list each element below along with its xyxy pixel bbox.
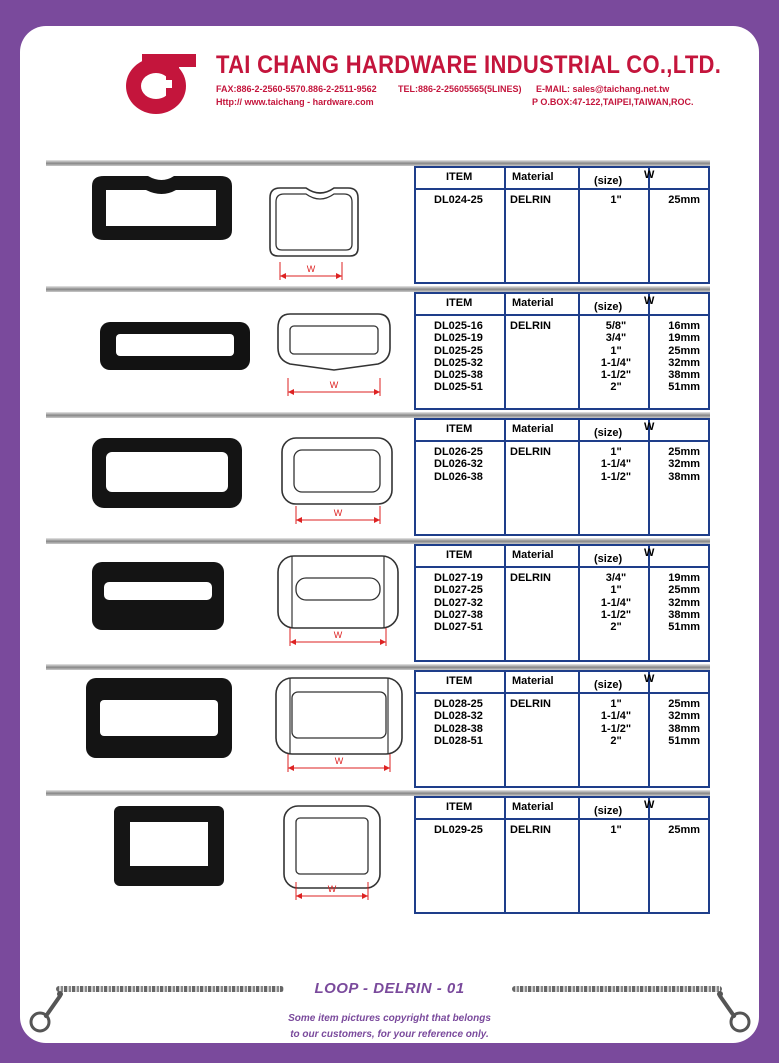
header-item: ITEM [446,801,473,813]
header-item: ITEM [446,171,473,183]
column-divider [578,672,580,786]
technical-drawing [270,674,410,778]
width-dimension-label: W [327,884,337,894]
material-value: DELRIN [510,446,551,458]
size-value: 1-1/4" [600,596,632,609]
product-photo [82,168,252,264]
company-name: TAI CHANG HARDWARE INDUSTRIAL CO.,LTD. [216,50,722,79]
size-column [582,194,650,206]
header-item: ITEM [446,549,473,561]
header-item: ITEM [446,675,473,687]
company-website: Http:// www.taichang - hardware.com [216,97,374,107]
item-column [434,194,483,206]
product-photo [90,308,260,404]
item-code: DL025-19 [434,332,483,345]
item-code: DL025-51 [434,381,483,394]
header-width: W [644,169,655,181]
width-value: 32mm [668,596,700,609]
header-material: Material [512,423,554,435]
material-column [510,572,551,584]
header-material: Material [512,675,554,687]
column-divider [648,168,650,282]
header-item: ITEM [446,297,473,309]
size-value: 1" [610,194,622,206]
width-value: 32mm [668,356,700,369]
width-value: 38mm [668,608,700,621]
spec-table [414,166,710,284]
technical-drawing [270,308,400,404]
header-material: Material [512,297,554,309]
size-value: 1-1/2" [600,722,632,735]
width-value: 32mm [668,458,700,471]
header-width: W [644,421,655,433]
width-column [668,698,700,747]
size-value: 1" [610,446,622,458]
spec-table [414,796,710,914]
item-column [434,572,483,633]
size-value: 1-1/4" [600,356,632,369]
product-section-5 [46,664,710,788]
column-divider [504,798,506,912]
product-section-6 [46,790,710,914]
catalog-page-title: LOOP - DELRIN - 01 [314,980,465,997]
item-code: DL025-25 [434,344,483,357]
header-size: (size) [594,805,623,817]
item-column [434,446,483,483]
item-code: DL026-25 [434,446,483,458]
spec-table [414,418,710,536]
size-column [582,698,650,747]
header-size: (size) [594,427,623,439]
company-pobox: P O.BOX:47-122,TAIPEI,TAIWAN,ROC. [532,97,694,107]
width-value: 25mm [668,698,700,710]
width-value: 38mm [668,470,700,483]
product-section-1 [46,160,710,284]
spec-table [414,292,710,410]
column-divider [578,168,580,282]
size-value: 1-1/4" [600,458,632,471]
width-value: 19mm [668,572,700,584]
width-value: 25mm [668,584,700,597]
size-value: 1" [610,344,622,357]
size-value: 1-1/2" [600,608,632,621]
material-column [510,698,551,710]
size-value: 5/8" [605,320,627,332]
material-value: DELRIN [510,572,551,584]
product-photo [84,554,254,650]
size-value: 1" [610,824,622,836]
technical-drawing [270,552,406,652]
product-photo [104,800,274,896]
size-column [582,824,650,836]
size-value: 2" [610,381,622,394]
spec-table [414,544,710,662]
width-value: 38mm [668,369,700,382]
header-size: (size) [594,553,623,565]
column-divider [578,420,580,534]
copyright-note-line1: Some item pictures copyright that belongs [288,1013,491,1024]
material-value: DELRIN [510,824,551,836]
width-column [668,572,700,633]
material-column [510,824,551,836]
size-value: 3/4" [605,572,627,584]
header-size: (size) [594,679,623,691]
size-column [582,320,650,394]
item-code: DL026-32 [434,458,483,471]
size-column [582,446,650,483]
header-width: W [644,295,655,307]
item-code: DL028-32 [434,710,483,723]
width-dimension-label: W [333,630,343,640]
header-material: Material [512,171,554,183]
item-code: DL025-38 [434,369,483,382]
width-dimension-label: W [306,264,316,274]
technical-drawing [276,802,388,906]
size-value: 1-1/2" [600,369,632,382]
item-code: DL028-38 [434,722,483,735]
width-column [668,320,700,394]
item-code: DL027-38 [434,608,483,621]
item-code: DL028-51 [434,734,483,747]
width-column [668,824,700,836]
product-photo [80,674,250,770]
column-divider [578,546,580,660]
column-divider [504,294,506,408]
size-value: 1-1/4" [600,710,632,723]
product-section-3 [46,412,710,536]
header-width: W [644,673,655,685]
item-code: DL027-51 [434,621,483,634]
item-code: DL027-32 [434,596,483,609]
copyright-note-line2: to our customers, for your reference only. [290,1029,489,1040]
column-divider [504,168,506,282]
width-value: 25mm [668,824,700,836]
header-item: ITEM [446,423,473,435]
size-value: 1" [610,584,622,597]
width-column [668,446,700,483]
company-logo [122,52,196,116]
item-column [434,698,483,747]
column-divider [648,798,650,912]
product-section-4 [46,538,710,662]
header-material: Material [512,801,554,813]
header-material: Material [512,549,554,561]
width-dimension-label: W [334,756,344,766]
technical-drawing [262,184,366,290]
column-divider [578,798,580,912]
header-width: W [644,799,655,811]
width-value: 19mm [668,332,700,345]
header-size: (size) [594,175,623,187]
column-divider [504,546,506,660]
catalog-sheet [20,26,759,1043]
company-tel: TEL:886-2-25605565(5LINES) [398,84,522,94]
width-value: 25mm [668,194,700,206]
item-column [434,320,483,394]
size-value: 2" [610,734,622,747]
item-code: DL029-25 [434,824,483,836]
size-value: 2" [610,621,622,634]
material-column [510,446,551,458]
size-value: 1" [610,698,622,710]
width-column [668,194,700,206]
width-dimension-label: W [329,380,339,390]
material-value: DELRIN [510,698,551,710]
technical-drawing [274,432,400,532]
size-column [582,572,650,633]
width-value: 51mm [668,621,700,634]
width-value: 25mm [668,344,700,357]
spec-table [414,670,710,788]
item-code: DL027-25 [434,584,483,597]
width-value: 25mm [668,446,700,458]
width-value: 51mm [668,734,700,747]
item-code: DL025-16 [434,320,483,332]
material-value: DELRIN [510,320,551,332]
width-value: 51mm [668,381,700,394]
company-email: E-MAIL: sales@taichang.net.tw [536,84,670,94]
product-section-2 [46,286,710,410]
item-code: DL024-25 [434,194,483,206]
column-divider [578,294,580,408]
item-code: DL028-25 [434,698,483,710]
width-dimension-label: W [333,508,343,518]
material-value: DELRIN [510,194,551,206]
item-code: DL026-38 [434,470,483,483]
company-fax: FAX:886-2-2560-5570.886-2-2511-9562 [216,84,377,94]
column-divider [504,672,506,786]
width-value: 32mm [668,710,700,723]
width-value: 38mm [668,722,700,735]
header-width: W [644,547,655,559]
size-value: 3/4" [605,332,627,345]
item-column [434,824,483,836]
size-value: 1-1/2" [600,470,632,483]
width-value: 16mm [668,320,700,332]
header-size: (size) [594,301,623,313]
item-code: DL027-19 [434,572,483,584]
material-column [510,194,551,206]
product-photo [84,430,254,526]
material-column [510,320,551,332]
item-code: DL025-32 [434,356,483,369]
column-divider [504,420,506,534]
